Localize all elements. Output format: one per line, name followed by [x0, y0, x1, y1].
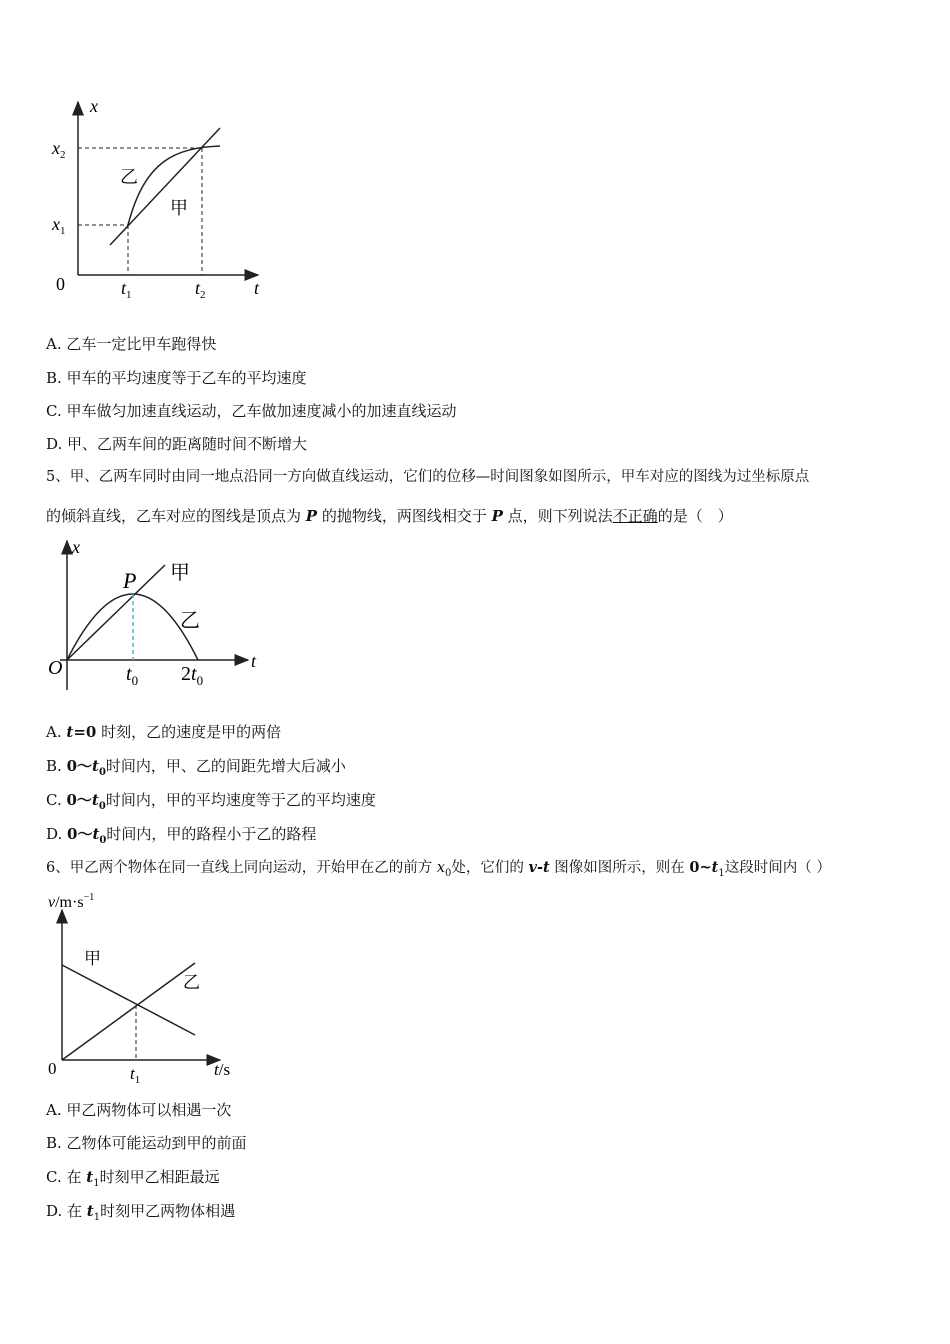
q4-option-b: B. 甲车的平均速度等于乙车的平均速度: [46, 369, 307, 387]
q5-option-c: C. $0\sim t_0$时间内，甲的平均速度等于乙的平均速度: [46, 791, 376, 812]
peak-label: P: [123, 568, 137, 593]
label-yi: 乙: [180, 610, 200, 632]
tick-t1: $t_1$: [130, 1064, 141, 1085]
q5-option-b: B. $0\sim t_0$时间内，甲、乙的间距先增大后减小: [46, 757, 346, 778]
tick-2t0: $2t_0$: [181, 663, 204, 688]
label-jia: 甲: [170, 198, 188, 218]
q5-stem-line1: 5、甲、乙两车同时由同一地点沿同一方向做直线运动，它们的位移—时间图象如图所示，甲车对应的图线为过坐标原点: [46, 469, 810, 485]
label-jia: 甲: [170, 562, 190, 584]
figure-2-xt-graph: [40, 535, 280, 700]
x-axis-label: t/s: [214, 1060, 231, 1079]
x-axis-label: t: [251, 651, 257, 671]
tick-x2: $x_2$: [52, 138, 66, 161]
y-axis-label: $v/m\cdot s^{-1}$: [48, 892, 95, 911]
line-yi: [62, 963, 195, 1060]
q4-option-d: D. 甲、乙两车间的距离随时间不断增大: [46, 435, 308, 453]
q6-option-b: B. 乙物体可能运动到甲的前面: [46, 1134, 247, 1152]
q6-option-a: A. 甲乙两物体可以相遇一次: [46, 1101, 232, 1119]
origin-label: 0: [48, 1059, 57, 1078]
label-yi: 乙: [120, 167, 138, 187]
y-axis-label: x: [90, 96, 98, 116]
tick-t2: $t_2$: [195, 278, 206, 301]
q6-stem: 6、甲乙两个物体在同一直线上同向运动，开始甲在乙的前方 $x_0$处，它们的 v-t 图像如图所示，则在 $0\sim t_1$这段时间内（ ）: [46, 859, 831, 879]
q6-option-c: C. 在 $t_1$时刻甲乙相距最远: [46, 1168, 220, 1189]
label-jia: 甲: [84, 949, 101, 968]
line-jia: [62, 965, 195, 1035]
q5-option-d: D. $0\sim t_0$时间内，甲的路程小于乙的路程: [46, 825, 317, 846]
underlined-not-correct: 不正确: [612, 507, 658, 525]
q4-option-c: C. 甲车做匀加速直线运动，乙车做加速度减小的加速直线运动: [46, 402, 457, 420]
figure-1-xt-graph: [40, 90, 280, 310]
tick-t1: $t_1$: [121, 278, 132, 301]
origin-label: 0: [56, 274, 65, 294]
figure-3-vt-graph: [40, 885, 250, 1085]
line-jia: [67, 565, 165, 660]
tick-t0: $t_0$: [126, 663, 139, 688]
q5-stem-line2: 的倾斜直线，乙车对应的图线是顶点为 P 的抛物线，两图线相交于 P 点，则下列说法不正确的是（ ）: [46, 507, 733, 525]
q6-option-d: D. 在 $t_1$时刻甲乙两物体相遇: [46, 1202, 236, 1223]
q5-option-a: A. t=0 时刻，乙的速度是甲的两倍: [46, 723, 282, 741]
origin-label: O: [48, 657, 63, 679]
x-axis-label: t: [254, 278, 260, 298]
y-axis-label: x: [72, 537, 80, 557]
tick-x1: $x_1$: [52, 214, 66, 237]
q4-option-a: A. 乙车一定比甲车跑得快: [46, 335, 217, 353]
label-yi: 乙: [183, 973, 200, 992]
